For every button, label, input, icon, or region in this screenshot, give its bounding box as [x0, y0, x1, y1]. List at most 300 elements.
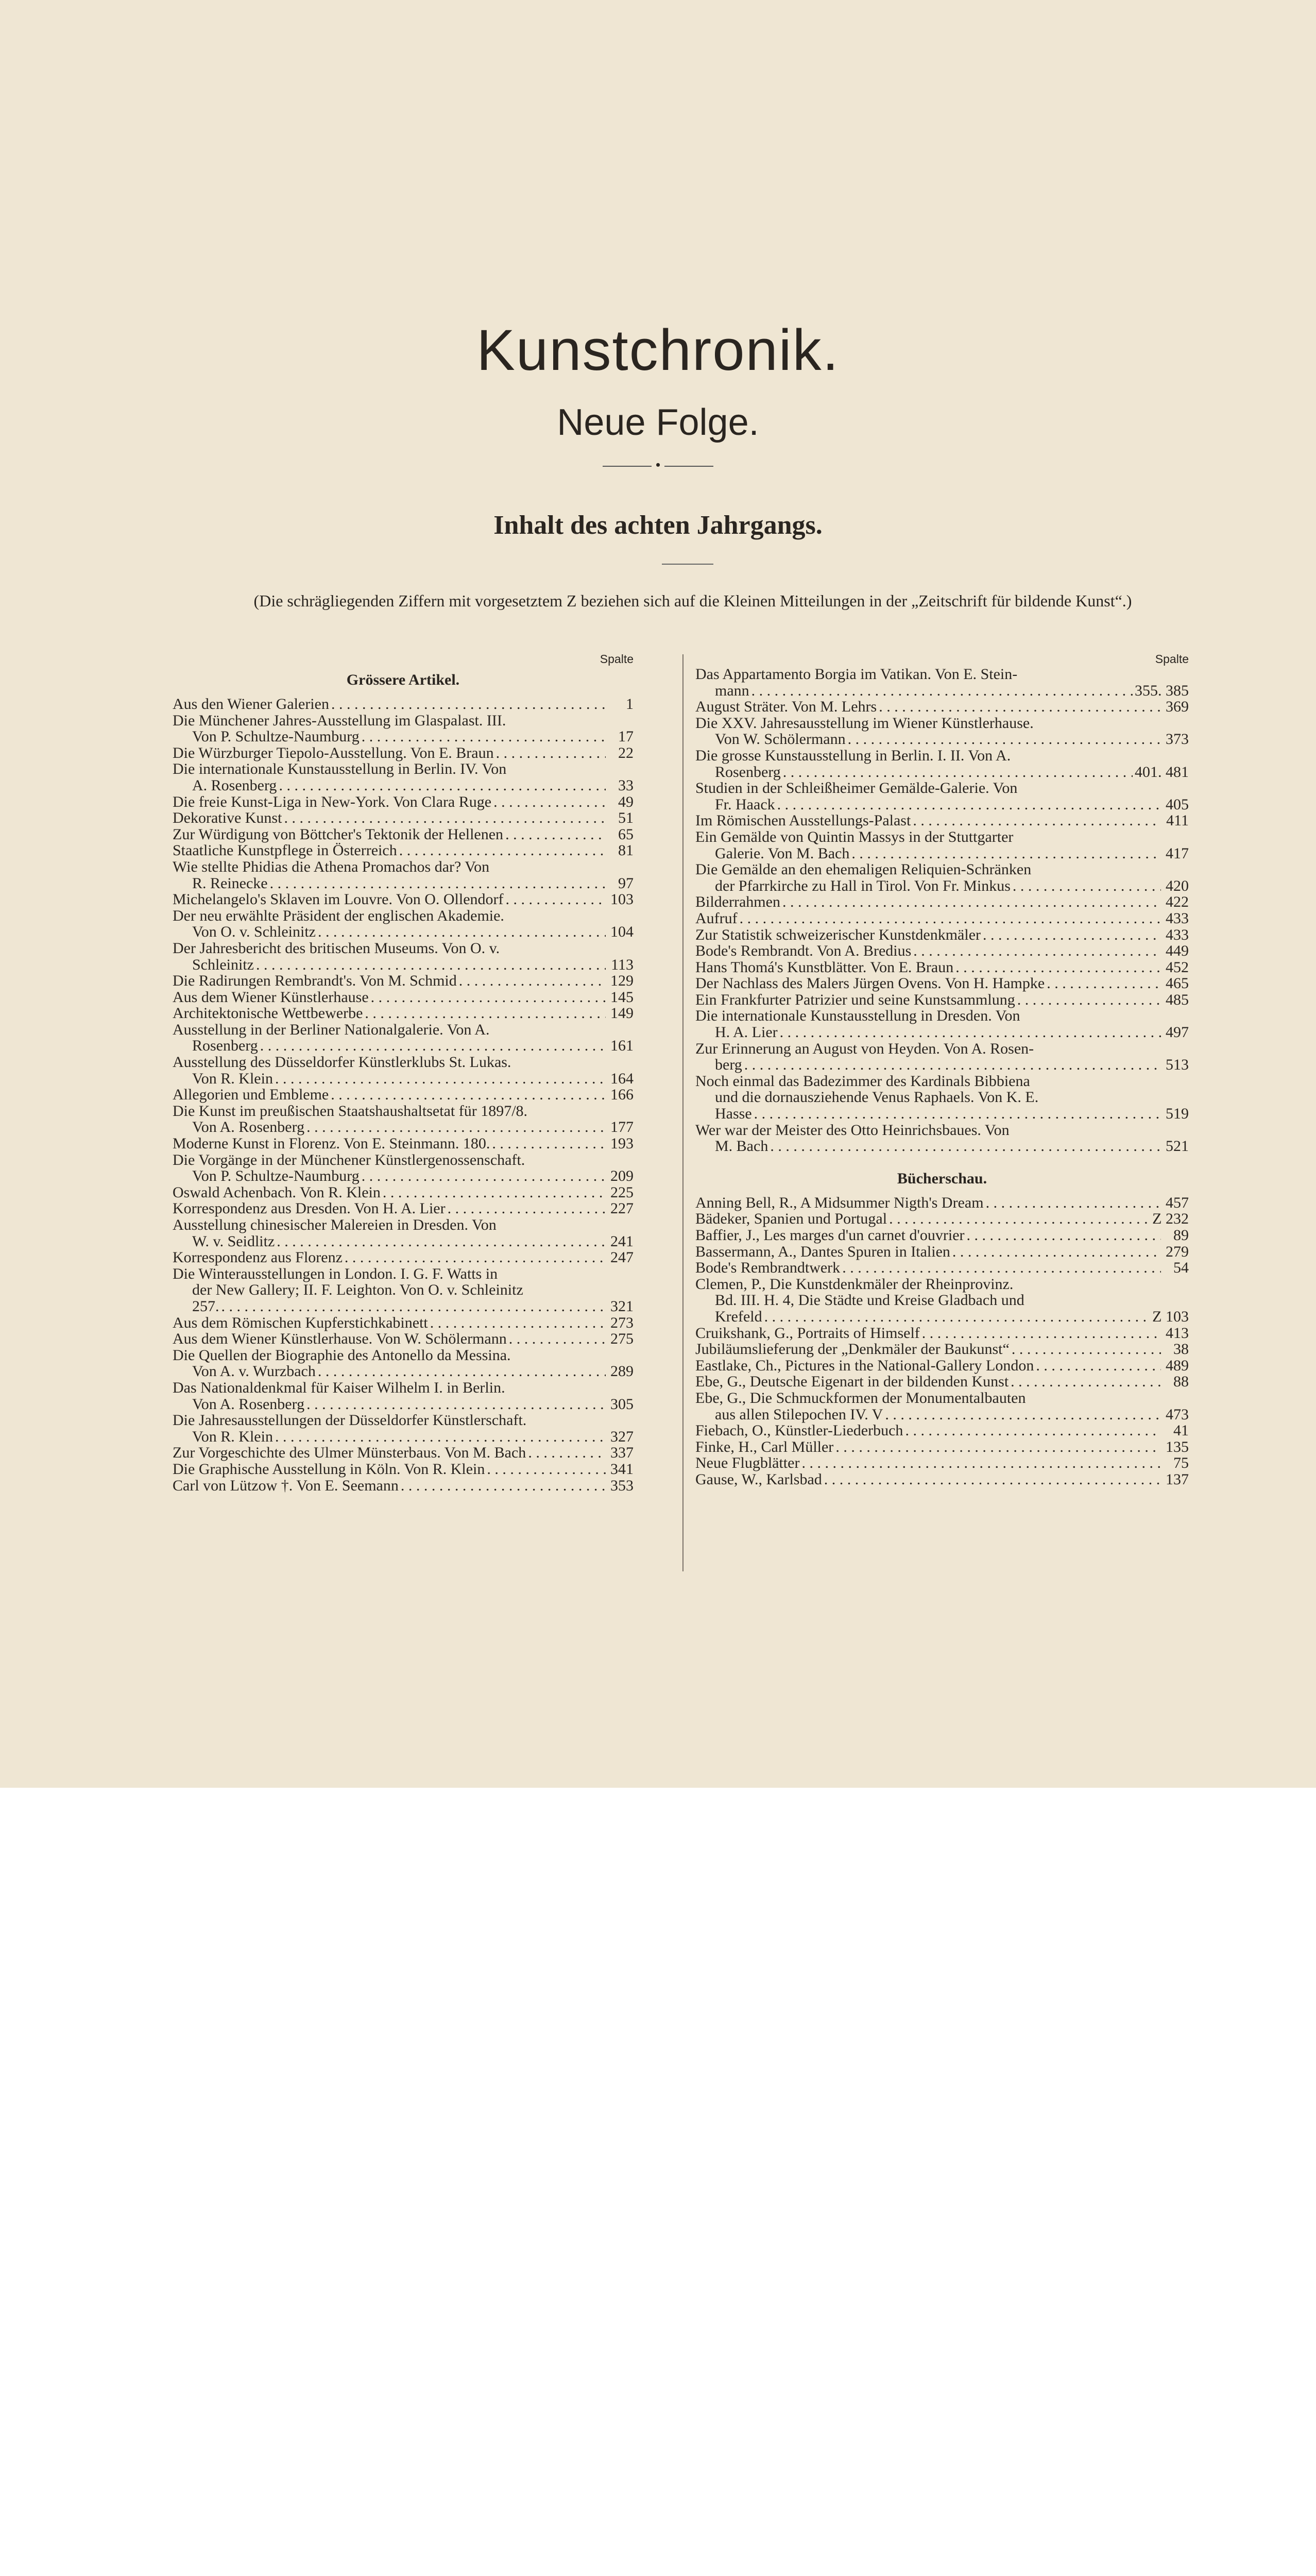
contents-entry-text: Der Nachlass des Malers Jürgen Ovens. Von H. Hampke	[695, 975, 1045, 992]
dot-leader	[306, 1119, 606, 1136]
page-number: 145	[610, 988, 634, 1006]
contents-entry-text: Von P. Schultze-Naumburg	[192, 728, 360, 745]
dot-leader	[528, 1445, 606, 1461]
book-entry	[695, 1211, 1189, 1227]
column-divider	[682, 654, 683, 1571]
book-entry-text: Anning Bell, R., A Midsummer Nigth's Dream	[695, 1194, 984, 1211]
page-number: Z 232	[1152, 1210, 1189, 1228]
page-number: 417	[1166, 844, 1189, 862]
contents-entry-text: Zur Erinnerung an August von Heyden. Von A. Rosen-	[695, 1040, 1034, 1057]
book-entry-text: Cruikshank, G., Portraits of Himself	[695, 1324, 920, 1342]
contents-entry	[173, 842, 634, 859]
contents-entry	[173, 1200, 634, 1217]
contents-entry	[695, 715, 1189, 748]
book-entry	[695, 1276, 1189, 1325]
dot-leader	[430, 1315, 606, 1331]
contents-entry-text: M. Bach	[715, 1138, 768, 1155]
page-number: 113	[611, 956, 634, 973]
dot-leader	[1047, 975, 1161, 992]
contents-entry-text: Ausstellung des Düsseldorfer Künstlerklubs St. Lukas.	[173, 1054, 511, 1071]
book-entry-text: Bassermann, A., Dantes Spuren in Italien	[695, 1243, 950, 1260]
section-heading-book-reviews: Bücherschau.	[897, 1170, 987, 1187]
page-number: 337	[610, 1444, 634, 1462]
book-entry-text: Bädeker, Spanien und Portugal	[695, 1210, 887, 1228]
book-entry-text: Ebe, G., Deutsche Eigenart in der bildenden Kunst	[695, 1373, 1009, 1391]
dot-leader	[780, 1024, 1161, 1041]
contents-entry-text: Das Nationaldenkmal für Kaiser Wilhelm I. in Berlin.	[173, 1379, 505, 1396]
page-number: 465	[1166, 975, 1189, 992]
contents-entry	[173, 1249, 634, 1266]
page-number: 104	[610, 923, 634, 941]
dot-leader	[922, 1325, 1161, 1342]
contents-entry	[173, 989, 634, 1006]
book-entry-text: Fiebach, O., Künstler-Liederbuch	[695, 1422, 903, 1439]
contents-entry-text: Die Münchener Jahres-Ausstellung im Glaspalast. III.	[173, 711, 506, 729]
contents-entry	[173, 826, 634, 843]
contents-entry	[173, 1136, 634, 1152]
page-number: 166	[610, 1086, 634, 1104]
page-number: 420	[1166, 877, 1189, 894]
dot-leader	[783, 764, 1133, 781]
page-number: 149	[610, 1005, 634, 1022]
dot-leader	[362, 728, 606, 745]
contents-entry-text: Galerie. Von M. Bach	[715, 844, 850, 862]
page-number: 273	[610, 1314, 634, 1331]
page-number: 89	[1173, 1227, 1189, 1244]
contents-entry-text: August Sträter. Von M. Lehrs	[695, 698, 877, 716]
dot-leader	[275, 1071, 606, 1087]
contents-entry-text: Hasse	[715, 1105, 752, 1123]
dot-leader	[744, 1057, 1161, 1073]
dot-leader	[306, 1396, 606, 1413]
contents-entry	[695, 780, 1189, 812]
book-entry	[695, 1439, 1189, 1455]
contents-entry	[695, 1122, 1189, 1155]
dot-leader	[318, 1363, 606, 1380]
contents-entry-text: Staatliche Kunstpflege in Österreich	[173, 842, 397, 859]
contents-entry-text: Bode's Rembrandt. Von A. Bredius	[695, 942, 912, 960]
book-entry	[695, 1374, 1189, 1390]
page-number: 241	[610, 1232, 634, 1250]
contents-entry-text: Zur Vorgeschichte des Ulmer Münsterbaus. Von M. Bach	[173, 1444, 526, 1462]
contents-entry	[173, 1315, 634, 1331]
page-number: 41	[1173, 1422, 1189, 1439]
contents-entry	[173, 1478, 634, 1494]
contents-entry	[173, 696, 634, 713]
dot-leader	[777, 796, 1161, 813]
right-column	[695, 652, 1189, 1488]
book-entry-text: Ebe, G., Die Schmuckformen der Monumentalbauten	[695, 1389, 1026, 1406]
contents-entry	[173, 1005, 634, 1022]
page-number: 321	[610, 1297, 634, 1315]
contents-entry-text: Von P. Schultze-Naumburg	[192, 1167, 360, 1185]
book-entry	[695, 1471, 1189, 1488]
contents-entry-text: Die internationale Kunstausstellung in Dresden. Von	[695, 1007, 1020, 1025]
dot-leader	[284, 810, 606, 826]
page-number: 485	[1166, 991, 1189, 1008]
contents-entry-text: und die dornausziehende Venus Raphaels. Von K. E.	[715, 1089, 1039, 1106]
contents-entry	[695, 992, 1189, 1008]
contents-entry	[695, 829, 1189, 861]
page-number: 88	[1173, 1373, 1189, 1391]
dot-leader	[885, 1406, 1161, 1423]
page-number: 17	[618, 728, 634, 745]
dot-leader	[879, 699, 1161, 715]
contents-entry-text: Von O. v. Schleinitz	[192, 923, 316, 941]
dot-leader	[505, 826, 606, 843]
contents-entry	[695, 699, 1189, 715]
contents-entry-text: Im Römischen Ausstellungs-Palast	[695, 812, 911, 829]
page-number: Z 103	[1152, 1308, 1189, 1325]
book-entry-text: Krefeld	[715, 1308, 762, 1325]
page-number: 129	[610, 972, 634, 990]
dot-leader	[256, 957, 606, 973]
page-number: 275	[610, 1330, 634, 1348]
page-number: 65	[618, 825, 634, 843]
page-number: 489	[1166, 1357, 1189, 1374]
dot-leader	[740, 910, 1161, 927]
contents-entry	[173, 810, 634, 826]
contents-entry-text: H. A. Lier	[715, 1024, 778, 1041]
contents-entry-text: Ausstellung chinesischer Malereien in Dresden. Von	[173, 1216, 497, 1233]
contents-entry-text: Wie stellte Phidias die Athena Promachos dar? Von	[173, 858, 490, 875]
dot-leader	[848, 731, 1161, 748]
contents-entry-text: Carl von Lützow †. Von E. Seemann	[173, 1477, 399, 1494]
page-number: 497	[1166, 1024, 1189, 1041]
page-number: 247	[610, 1249, 634, 1266]
dot-leader	[331, 1087, 606, 1103]
column-header-right: Spalte	[1155, 652, 1189, 666]
dot-leader	[506, 891, 606, 908]
contents-entry-text: Aus dem Römischen Kupferstichkabinett	[173, 1314, 428, 1331]
contents-entry	[695, 943, 1189, 959]
dot-leader	[371, 989, 606, 1006]
page-number: 51	[618, 809, 634, 827]
page-number: 473	[1166, 1405, 1189, 1423]
book-entry	[695, 1341, 1189, 1358]
contents-entry-text: Noch einmal das Badezimmer des Kardinals Bibbiena	[695, 1072, 1030, 1090]
dot-leader	[955, 959, 1161, 976]
dot-leader	[967, 1227, 1161, 1244]
contents-entry-text: Korrespondenz aus Dresden. Von H. A. Lier	[173, 1200, 446, 1217]
dot-leader	[275, 1429, 606, 1445]
book-entry-text: Jubiläumslieferung der „Denkmäler der Baukunst“	[695, 1341, 1010, 1358]
contents-entry	[695, 1073, 1189, 1122]
contents-entry-text: Die Radirungen Rembrandt's. Von M. Schmid	[173, 972, 457, 990]
book-entry-text: Bd. III. H. 4, Die Städte und Kreise Gladbach und	[715, 1292, 1024, 1309]
contents-entry-text: Der Jahresbericht des britischen Museums. Von O. v.	[173, 939, 500, 957]
dot-leader	[913, 812, 1161, 829]
contents-entry-text: Die Winterausstellungen in London. I. G. F. Watts in	[173, 1265, 498, 1282]
dot-leader	[824, 1471, 1161, 1488]
dot-leader	[496, 745, 606, 761]
page-number: 1	[626, 696, 634, 713]
page-number: 353	[610, 1477, 634, 1494]
book-entry-text: Finke, H., Carl Müller	[695, 1438, 834, 1455]
contents-entry	[695, 1008, 1189, 1040]
page-number: 305	[610, 1395, 634, 1413]
dot-leader	[509, 1331, 606, 1347]
dot-leader	[770, 1138, 1161, 1155]
heading-rule	[662, 564, 713, 565]
contents-entry-text: Von W. Schölermann	[715, 731, 846, 748]
page-number: 225	[610, 1183, 634, 1201]
contents-entry-text: Die XXV. Jahresausstellung im Wiener Künstlerhause.	[695, 714, 1034, 732]
dot-leader	[279, 777, 606, 794]
digitization-footer	[0, 1788, 1316, 1887]
contents-entry	[173, 745, 634, 761]
book-entry	[695, 1390, 1189, 1422]
page-number: 422	[1166, 893, 1189, 911]
book-entry	[695, 1422, 1189, 1439]
contents-entry-text: W. v. Seidlitz	[192, 1232, 275, 1250]
contents-entry-text: Die grosse Kunstausstellung in Berlin. I. II. Von A.	[695, 747, 1011, 764]
book-entry-text: Baffier, J., Les marges d'un carnet d'ouvrier	[695, 1227, 965, 1244]
page-number: 513	[1166, 1056, 1189, 1074]
contents-entry-text: Von R. Klein	[192, 1070, 273, 1087]
contents-entry-text: Aus den Wiener Galerien	[173, 696, 329, 713]
contents-entry-text: Die Quellen der Biographie des Antonello da Messina.	[173, 1346, 511, 1364]
contents-entry-text: Bilderrahmen	[695, 893, 780, 911]
page-number: 54	[1173, 1259, 1189, 1277]
page-number: 227	[610, 1200, 634, 1217]
dot-leader	[1017, 992, 1161, 1008]
article-list	[173, 696, 634, 1494]
contents-entry-text: Aufruf	[695, 909, 738, 927]
page-number: 97	[618, 874, 634, 892]
contents-entry	[173, 859, 634, 891]
contents-entry-text: Von R. Klein	[192, 1428, 273, 1445]
contents-entry	[695, 666, 1189, 699]
contents-entry	[173, 1054, 634, 1087]
contents-entry-text: Architektonische Wettbewerbe	[173, 1005, 363, 1022]
book-entry-text: Eastlake, Ch., Pictures in the National-Gallery London	[695, 1357, 1034, 1374]
dot-leader	[448, 1200, 606, 1217]
contents-entry-text: Oswald Achenbach. Von R. Klein	[173, 1183, 381, 1201]
contents-entry	[173, 1380, 634, 1412]
page-number: 193	[610, 1135, 634, 1153]
book-entry-text: aus allen Stilepochen IV. V	[715, 1405, 883, 1423]
contents-entry-text: Dekorative Kunst	[173, 809, 282, 827]
book-review-list	[695, 1195, 1189, 1488]
contents-entry	[173, 1445, 634, 1461]
page-number: 137	[1166, 1470, 1189, 1488]
contents-entry	[173, 713, 634, 745]
contents-entry	[173, 1412, 634, 1445]
ornament-mark: •	[655, 457, 661, 472]
dot-leader	[952, 1244, 1161, 1260]
contents-entry-text: Hans Thomá's Kunstblätter. Von E. Braun	[695, 958, 954, 976]
dot-leader	[362, 1168, 606, 1184]
page-number: 452	[1166, 958, 1189, 976]
contents-entry	[173, 1461, 634, 1478]
contents-entry-text: Die Vorgänge in der Münchener Künstlergenossenschaft.	[173, 1151, 525, 1168]
contents-entry	[695, 975, 1189, 992]
page-number: 457	[1166, 1194, 1189, 1211]
contents-entry	[695, 927, 1189, 943]
dot-leader	[487, 1461, 606, 1478]
dot-leader	[889, 1211, 1150, 1227]
contents-entry-text: Die Würzburger Tiepolo-Ausstellung. Von E. Braun	[173, 744, 494, 761]
page-number: 177	[610, 1118, 634, 1136]
page-number: 405	[1166, 795, 1189, 813]
dot-leader	[983, 927, 1161, 943]
dot-leader	[751, 683, 1133, 699]
contents-entry-text: Allegorien und Embleme	[173, 1086, 329, 1104]
page-number: 164	[610, 1070, 634, 1087]
contents-entry-text: Rosenberg	[192, 1037, 258, 1055]
dot-leader	[399, 842, 606, 859]
contents-entry	[695, 748, 1189, 780]
journal-subtitle: Neue Folge.	[557, 402, 759, 443]
dot-leader	[365, 1005, 606, 1022]
page-number: 369	[1166, 698, 1189, 716]
dot-leader	[913, 943, 1161, 959]
page-number: 33	[618, 776, 634, 794]
page-number: 75	[1173, 1454, 1189, 1472]
book-entry	[695, 1244, 1189, 1260]
contents-entry	[695, 1041, 1189, 1073]
contents-entry	[173, 908, 634, 940]
page-number: 38	[1173, 1341, 1189, 1358]
contents-entry-text: Die Graphische Ausstellung in Köln. Von R. Klein	[173, 1460, 485, 1478]
dot-leader	[277, 1233, 606, 1250]
contents-entry-text: Rosenberg	[715, 763, 781, 781]
contents-entry-text: der New Gallery; II. F. Leighton. Von O. v. Schleinitz	[192, 1281, 523, 1299]
contents-heading: Inhalt des achten Jahrgangs.	[493, 511, 823, 540]
page-number: 373	[1166, 731, 1189, 748]
contents-entry-text: R. Reinecke	[192, 874, 268, 892]
contents-entry	[173, 794, 634, 810]
article-list-continued	[695, 666, 1189, 1155]
page-number: 355. 385	[1135, 682, 1189, 699]
book-entry	[695, 1227, 1189, 1244]
page-number: 341	[610, 1460, 634, 1478]
contents-entry	[173, 973, 634, 989]
dot-leader	[851, 845, 1161, 862]
page-number: 519	[1166, 1105, 1189, 1123]
dot-leader	[401, 1478, 606, 1494]
page-number: 22	[618, 744, 634, 761]
contents-entry-text: Fr. Haack	[715, 795, 775, 813]
contents-entry	[173, 1331, 634, 1347]
contents-entry	[695, 812, 1189, 829]
contents-entry-text: Der neu erwählte Präsident der englischen Akademie.	[173, 907, 504, 924]
book-entry-text: Bode's Rembrandtwerk	[695, 1259, 841, 1277]
contents-entry-text: Von A. v. Wurzbach	[192, 1363, 316, 1380]
contents-entry	[173, 940, 634, 973]
contents-entry-text: Michelangelo's Sklaven im Louvre. Von O. Ollendorf	[173, 891, 504, 908]
contents-entry-text: der Pfarrkirche zu Hall in Tirol. Von Fr. Minkus	[715, 877, 1011, 894]
book-entry	[695, 1195, 1189, 1211]
contents-entry-text: Von A. Rosenberg	[192, 1395, 305, 1413]
contents-entry-text: Von A. Rosenberg	[192, 1118, 305, 1136]
dot-leader	[221, 1298, 606, 1315]
page-number: 209	[610, 1167, 634, 1185]
contents-entry-text: Die Kunst im preußischen Staatshaushaltsetat für 1897/8.	[173, 1102, 528, 1120]
contents-entry	[173, 1266, 634, 1315]
book-entry	[695, 1455, 1189, 1471]
journal-title: Kunstchronik.	[476, 318, 840, 382]
book-entry	[695, 1325, 1189, 1342]
contents-entry-text: Die freie Kunst-Liga in New-York. Von Clara Ruge	[173, 793, 492, 810]
contents-entry-text: Die internationale Kunstausstellung in Berlin. IV. Von	[173, 760, 507, 778]
dot-leader	[260, 1038, 606, 1054]
dot-leader	[493, 794, 606, 810]
contents-entry	[173, 761, 634, 793]
page-number: 135	[1166, 1438, 1189, 1455]
page-number: 49	[618, 793, 634, 810]
contents-entry	[173, 891, 634, 908]
dot-leader	[905, 1422, 1161, 1439]
dot-leader	[345, 1249, 606, 1266]
contents-entry-text: Das Appartamento Borgia im Vatikan. Von E. Stein-	[695, 666, 1018, 683]
dot-leader	[764, 1309, 1151, 1325]
contents-entry	[173, 1103, 634, 1136]
book-entry	[695, 1260, 1189, 1276]
contents-entry-text: Korrespondenz aus Florenz	[173, 1249, 343, 1266]
section-heading-articles: Grössere Artikel.	[346, 671, 460, 688]
dot-leader	[1012, 1341, 1161, 1358]
contents-entry-text: Die Jahresausstellungen der Düsseldorfer Künstlerschaft.	[173, 1412, 527, 1429]
ornament-divider	[0, 457, 1316, 473]
dot-leader	[459, 973, 606, 989]
book-entry-text: Neue Flugblätter	[695, 1454, 800, 1472]
contents-entry-text: A. Rosenberg	[192, 776, 277, 794]
contents-entry-text: Die Gemälde an den ehemaligen Reliquien-Schränken	[695, 861, 1032, 878]
contents-entry-text: Studien in der Schleißheimer Gemälde-Galerie. Von	[695, 779, 1018, 797]
contents-entry-text: mann	[715, 682, 749, 699]
contents-entry	[695, 959, 1189, 976]
contents-entry-text: Aus dem Wiener Künstlerhause	[173, 988, 369, 1006]
page-number: 161	[610, 1037, 634, 1055]
dot-leader	[492, 1136, 606, 1152]
contents-entry-text: Wer war der Meister des Otto Heinrichsbaues. Von	[695, 1121, 1010, 1139]
dot-leader	[801, 1455, 1161, 1471]
book-entry-text: Gause, W., Karlsbad	[695, 1470, 822, 1488]
dot-leader	[835, 1439, 1161, 1455]
dot-leader	[986, 1195, 1161, 1211]
page-number: 279	[1166, 1243, 1189, 1260]
contents-entry	[173, 1184, 634, 1201]
dot-leader	[383, 1184, 606, 1201]
dot-leader	[331, 696, 606, 713]
contents-entry	[695, 861, 1189, 894]
column-header-left: Spalte	[600, 652, 634, 666]
contents-entry-text: 257.	[192, 1297, 219, 1315]
dot-leader	[270, 875, 606, 892]
page-number: 449	[1166, 942, 1189, 960]
page-number: 327	[610, 1428, 634, 1445]
page-number: 289	[610, 1363, 634, 1380]
contents-entry	[173, 1152, 634, 1184]
dot-leader	[782, 894, 1161, 910]
contents-entry-text: berg	[715, 1056, 742, 1074]
page-number: 81	[618, 842, 634, 859]
page-number: 413	[1166, 1324, 1189, 1342]
book-entry	[695, 1358, 1189, 1374]
contents-entry	[695, 910, 1189, 927]
contents-entry-text: Zur Statistik schweizerischer Kunstdenkmäler	[695, 926, 981, 943]
dot-leader	[318, 924, 606, 940]
page-number: 521	[1166, 1138, 1189, 1155]
dot-leader	[1036, 1358, 1161, 1374]
left-column	[173, 652, 634, 1494]
contents-entry-text: Ausstellung in der Berliner Nationalgalerie. Von A.	[173, 1021, 490, 1038]
page-number: 411	[1166, 812, 1189, 829]
contents-entry-text: Zur Würdigung von Böttcher's Tektonik der Hellenen	[173, 825, 504, 843]
dot-leader	[754, 1106, 1161, 1122]
